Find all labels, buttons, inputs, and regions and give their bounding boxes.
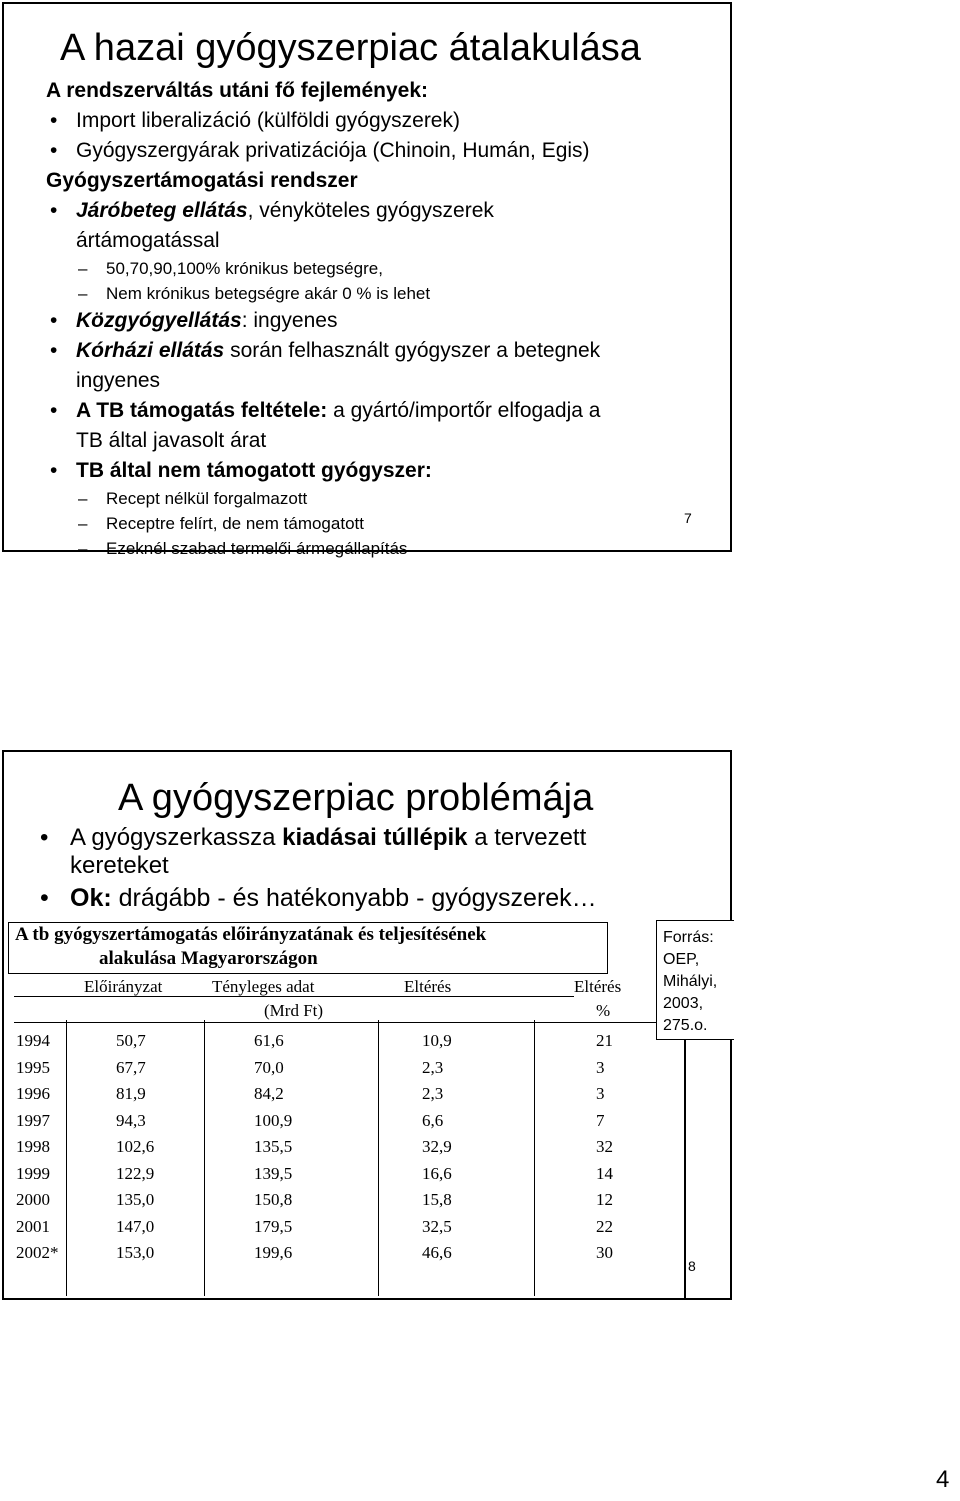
slide-body [40, 824, 720, 912]
cell-actual: 150,8 [254, 1190, 293, 1209]
header-rule [14, 996, 574, 997]
cell-diff-pct: 3 [596, 1084, 605, 1103]
cell-actual: 70,0 [254, 1057, 284, 1077]
cell-diff-pct: 22 [596, 1216, 613, 1236]
cell-actual: 84,2 [254, 1084, 284, 1103]
cell-year: 2000 [16, 1190, 50, 1209]
bullet-continuation: kereteket [70, 852, 169, 879]
cell-diff-pct: 30 [596, 1243, 613, 1262]
col-header-diff-pct: Eltérés [574, 977, 622, 996]
sub-bullet-item: – Receptre felírt, de nem támogatott [78, 514, 364, 533]
cell-diff: 32,9 [422, 1137, 452, 1156]
source-note [656, 920, 734, 1040]
bullet-item: • A TB támogatás feltétele: a gyártó/importőr elfogadja a [50, 399, 601, 422]
col-header-actual: Tényleges adat [212, 977, 315, 996]
cell-diff: 16,6 [422, 1163, 452, 1183]
table-row [14, 1187, 680, 1213]
sub-bullet-item: – Recept nélkül forgalmazott [78, 489, 308, 508]
table-caption-box [8, 922, 608, 974]
cell-year: 1996 [16, 1084, 50, 1103]
cell-plan: 135,0 [116, 1190, 155, 1209]
bullet-item: • Kórházi ellátás során felhasznált gyógyszer a betegnek [50, 339, 601, 362]
table-row [14, 1161, 680, 1187]
cell-diff: 46,6 [422, 1243, 452, 1262]
cell-diff-pct: 14 [596, 1163, 613, 1183]
cell-year: 1998 [16, 1137, 50, 1156]
table-row [14, 1081, 680, 1107]
cell-diff: 15,8 [422, 1190, 452, 1209]
cell-actual: 135,5 [254, 1137, 293, 1156]
bullet-item: • Gyógyszergyárak privatizációja (Chinoin, Humán, Egis) [50, 139, 590, 162]
cell-diff-pct: 3 [596, 1057, 605, 1077]
table-caption-line: A tb gyógyszertámogatás előirányzatának és teljesítésének [15, 924, 487, 945]
unit-label: (Mrd Ft) [264, 1001, 324, 1020]
slide-8 [2, 750, 732, 1300]
table-row [14, 1214, 680, 1240]
cell-year: 1999 [16, 1163, 50, 1183]
table-row [14, 1134, 680, 1160]
cell-plan: 102,6 [116, 1137, 155, 1156]
source-line: OEP, [663, 951, 700, 968]
table-caption-line: alakulása Magyarországon [99, 948, 318, 969]
cell-year: 1997 [16, 1110, 50, 1130]
bullet-continuation: ingyenes [76, 369, 161, 392]
bullet-item: • Járóbeteg ellátás, vényköteles gyógyszerek [50, 199, 494, 222]
cell-plan: 50,7 [116, 1031, 146, 1050]
cell-year: 1994 [16, 1031, 50, 1050]
scanned-table-image [8, 920, 686, 1298]
source-line: 2003, [663, 995, 704, 1012]
cell-plan: 81,9 [116, 1084, 146, 1103]
sub-bullet-item: – 50,70,90,100% krónikus betegségre, [78, 259, 383, 278]
cell-actual: 139,5 [254, 1163, 293, 1183]
sub-bullet-item: – Ezeknél szabad termelői ármegállapítás [78, 539, 408, 558]
section-heading: A rendszerváltás utáni fő fejlemények: [46, 79, 429, 102]
cell-plan: 153,0 [116, 1243, 155, 1262]
page-number: 4 [936, 1466, 950, 1493]
header-rule [14, 1022, 680, 1023]
budget-table [14, 976, 680, 1296]
slide-number: 8 [688, 1258, 696, 1274]
source-line: Forrás: [663, 929, 714, 946]
col-header-diff: Eltérés [404, 977, 452, 996]
table-row [14, 1028, 680, 1054]
cell-year: 2002* [16, 1243, 59, 1262]
bullet-item: • A gyógyszerkassza kiadásai túllépik a tervezett [40, 824, 587, 851]
table-row [14, 1240, 680, 1266]
slide-body [46, 76, 706, 561]
sub-bullet-item: – Nem krónikus betegségre akár 0 % is lehet [78, 284, 431, 303]
cell-diff: 10,9 [422, 1031, 452, 1050]
cell-year: 2001 [16, 1216, 50, 1236]
cell-diff: 2,3 [422, 1084, 444, 1103]
percent-label: % [596, 1001, 611, 1020]
table-row [14, 1108, 680, 1134]
bullet-item: • Közgyógyellátás: ingyenes [50, 309, 338, 332]
table-row [14, 1055, 680, 1081]
cell-plan: 147,0 [116, 1216, 155, 1236]
section-heading: Gyógyszertámogatási rendszer [46, 169, 358, 192]
cell-year: 1995 [16, 1057, 50, 1077]
bullet-item: • Import liberalizáció (külföldi gyógyszerek) [50, 109, 460, 132]
cell-diff: 32,5 [422, 1216, 452, 1236]
cell-actual: 61,6 [254, 1031, 284, 1050]
cell-diff: 2,3 [422, 1057, 444, 1077]
cell-plan: 67,7 [116, 1057, 146, 1077]
cell-actual: 199,6 [254, 1243, 293, 1262]
col-header-plan: Előirányzat [84, 977, 163, 996]
cell-plan: 94,3 [116, 1110, 146, 1130]
cell-actual: 100,9 [254, 1110, 293, 1130]
cell-diff-pct: 21 [596, 1031, 613, 1050]
cell-diff-pct: 7 [596, 1110, 605, 1130]
slide-number: 7 [684, 510, 692, 526]
bullet-item: • Ok: drágább - és hatékonyabb - gyógyszerek… [40, 884, 597, 912]
cell-plan: 122,9 [116, 1163, 155, 1183]
source-line: Mihályi, [663, 973, 718, 990]
slide-7 [2, 2, 732, 558]
bullet-item: • TB által nem támogatott gyógyszer: [50, 459, 432, 482]
slide-title: A hazai gyógyszerpiac átalakulása [60, 27, 641, 69]
cell-actual: 179,5 [254, 1216, 293, 1236]
source-line: 275.o. [663, 1017, 708, 1034]
cell-diff-pct: 12 [596, 1190, 613, 1209]
cell-diff: 6,6 [422, 1110, 444, 1130]
cell-diff-pct: 32 [596, 1137, 613, 1156]
bullet-continuation: ártámogatással [76, 229, 220, 252]
bullet-continuation: TB által javasolt árat [76, 429, 267, 452]
slide-title: A gyógyszerpiac problémája [118, 777, 594, 819]
